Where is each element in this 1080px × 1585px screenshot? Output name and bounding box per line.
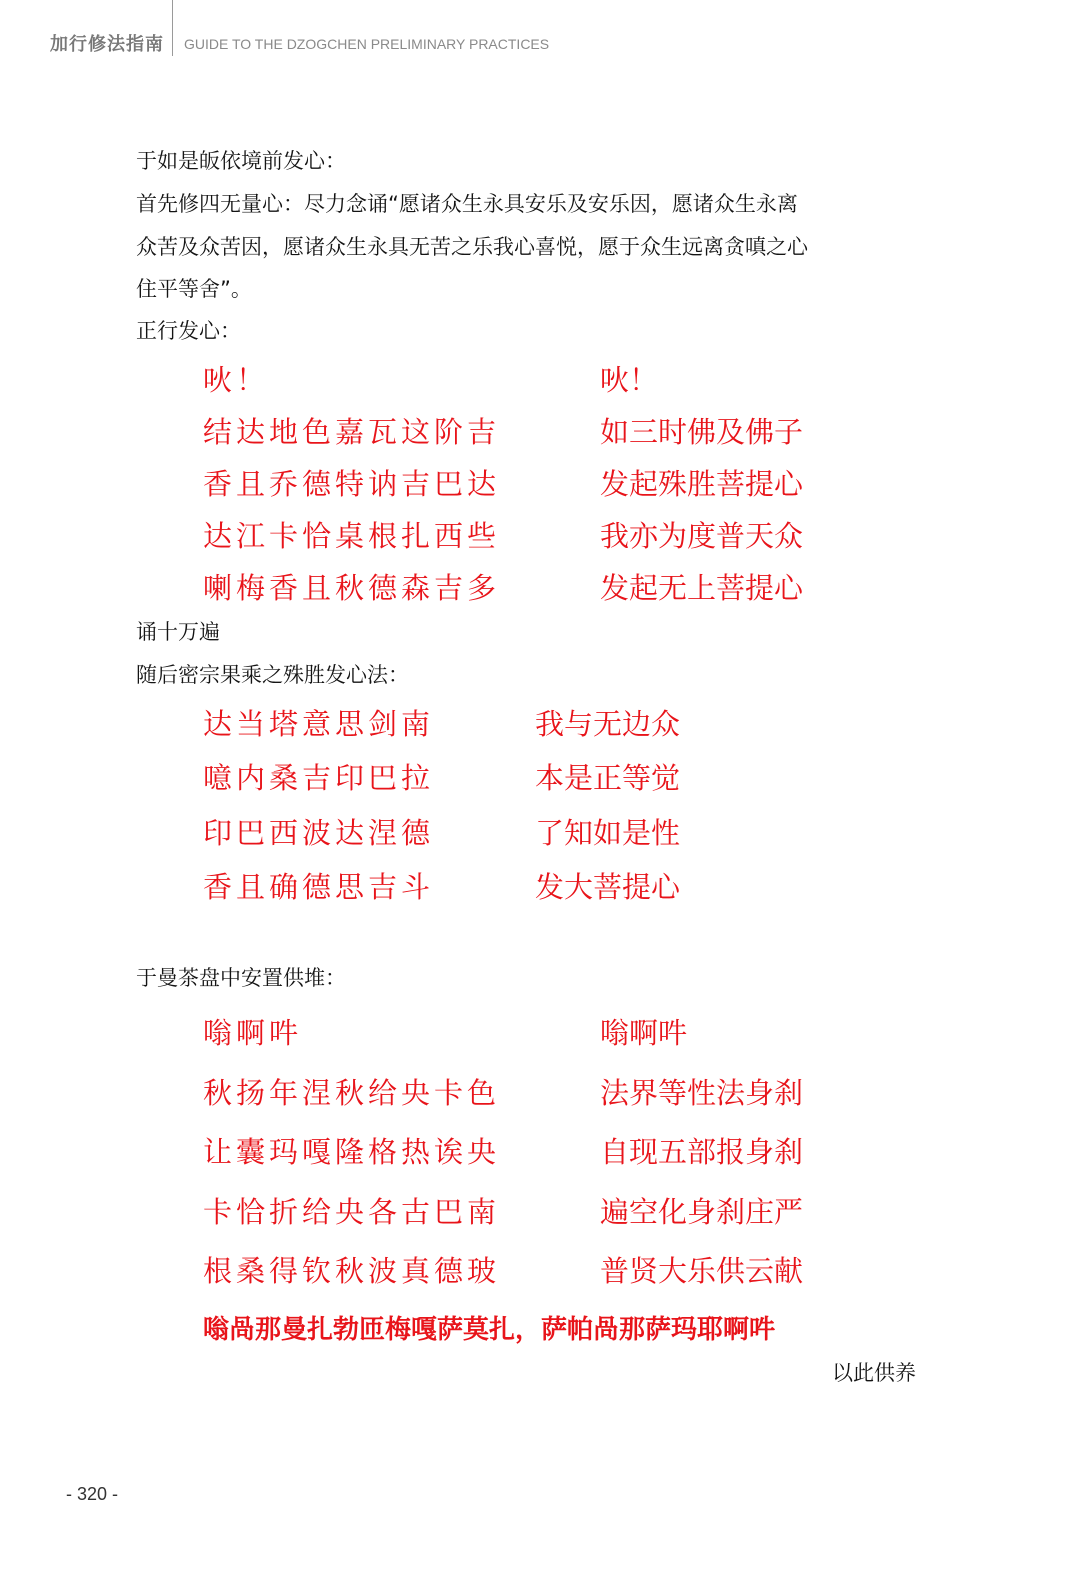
page-number: - 320 - — [66, 1484, 119, 1504]
tantric-tibetan-line: 噫内桑吉印巴拉 — [203, 761, 435, 795]
running-header — [0, 0, 1080, 60]
refuge-intro: 于如是皈依境前发心： — [136, 149, 346, 173]
tantric-chinese-line: 发大菩提心 — [535, 870, 681, 904]
mandala-chinese-line: 遍空化身刹庄严 — [600, 1195, 804, 1229]
bodhicitta-chinese-line: 发起无上菩提心 — [600, 571, 804, 605]
book-title-en: GUIDE TO THE DZOGCHEN PRELIMINARY PRACTICES — [184, 36, 550, 52]
mandala-chinese-line: 法界等性法身刹 — [600, 1076, 804, 1110]
tantric-chinese-line: 我与无边众 — [535, 707, 681, 741]
tantric-chinese-line: 本是正等觉 — [535, 761, 681, 795]
mandala-chinese-line: 自现五部报身刹 — [600, 1135, 804, 1169]
four-immeasurables-line-1: 首先修四无量心：尽力念诵“愿诸众生永具安乐及安乐因，愿诸众生永离 — [136, 192, 798, 216]
bodhicitta-tibetan-line: 喇梅香且秋德森吉多 — [203, 571, 501, 605]
recitation-count: 诵十万遍 — [136, 620, 220, 644]
bodhicitta-tibetan-line: 香且乔德特讷吉巴达 — [203, 467, 501, 501]
bodhicitta-chinese-line: 如三时佛及佛子 — [600, 415, 804, 449]
mandala-tibetan-line: 让囊玛嘎隆格热诶央 — [203, 1135, 501, 1169]
four-immeasurables-line-3: 住平等舍”。 — [136, 277, 252, 301]
offering-note: 以此供养 — [832, 1361, 916, 1385]
tantric-chinese-line: 了知如是性 — [535, 816, 681, 850]
tantric-tibetan-line: 香且确德思吉斗 — [203, 870, 435, 904]
mandala-heading: 于曼茶盘中安置供堆： — [136, 966, 346, 990]
mandala-tibetan-line: 嗡啊吽 — [203, 1016, 303, 1050]
bodhicitta-heading: 正行发心： — [136, 319, 241, 343]
mandala-tibetan-line: 卡恰折给央各古巴南 — [203, 1195, 501, 1229]
bodhicitta-tibetan-line: 吙！ — [203, 363, 270, 397]
mandala-chinese-line: 嗡啊吽 — [600, 1016, 688, 1050]
bodhicitta-tibetan-line: 达江卡恰桌根扎西些 — [203, 519, 501, 553]
bodhicitta-tibetan-line: 结达地色嘉瓦这阶吉 — [203, 415, 501, 449]
bodhicitta-chinese-line: 我亦为度普天众 — [600, 519, 804, 553]
header-divider — [172, 0, 173, 56]
mandala-mantra: 嗡咼那曼扎勃匝梅嘎萨莫扎，萨帕咼那萨玛耶啊吽 — [203, 1315, 776, 1345]
mandala-tibetan-line: 根桑得钦秋波真德玻 — [203, 1254, 501, 1288]
book-title-cn: 加行修法指南 — [50, 34, 164, 55]
bodhicitta-chinese-line: 发起殊胜菩提心 — [600, 467, 804, 501]
four-immeasurables-line-2: 众苦及众苦因，愿诸众生永具无苦之乐我心喜悦，愿于众生远离贪嗔之心 — [136, 235, 808, 259]
mandala-tibetan-line: 秋扬年涅秋给央卡色 — [203, 1076, 501, 1110]
tantric-tibetan-line: 达当塔意思剑南 — [203, 707, 435, 741]
bodhicitta-chinese-line: 吙！ — [600, 363, 659, 397]
tantric-tibetan-line: 印巴西波达涅德 — [203, 816, 435, 850]
tantric-heading: 随后密宗果乘之殊胜发心法： — [136, 663, 409, 687]
mandala-chinese-line: 普贤大乐供云献 — [600, 1254, 804, 1288]
